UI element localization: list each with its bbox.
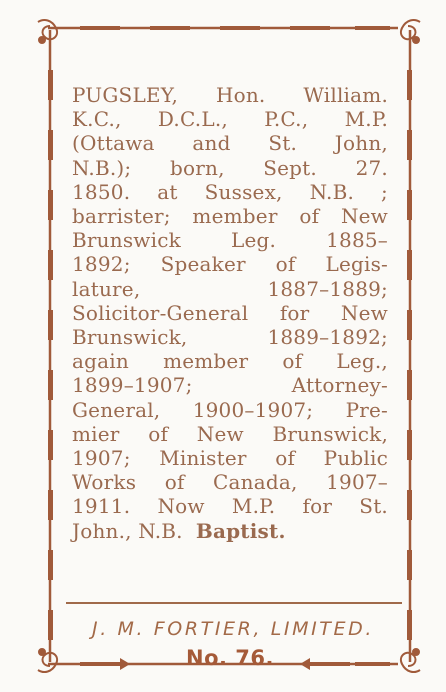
bio-line: 1850. at Sussex, N.B. ; (72, 179, 388, 204)
bio-line: N.B.); born, Sept. 27. (72, 155, 388, 180)
bio-line: 1911. Now M.P. for St. (72, 494, 388, 519)
card-number: No. 76. (186, 646, 274, 670)
bio-line: Brunswick, 1889–1892; (72, 325, 388, 350)
bio-line: Brunswick Leg. 1885– (72, 228, 388, 253)
bio-line: K.C., D.C.L., P.C., M.P. (72, 107, 388, 132)
bio-line: lature, 1887–1889; (72, 276, 388, 301)
bio-line: PUGSLEY, Hon. William. (72, 83, 388, 107)
bio-line: mier of New Brunswick, (72, 421, 388, 446)
bio-line-text: John., N.B. (72, 518, 183, 543)
bio-line: 1899–1907; Attorney- (72, 373, 388, 398)
bio-line: (Ottawa and St. John, (72, 131, 388, 156)
bio-line: Solicitor-General for New (72, 300, 388, 325)
bio-line: again member of Leg., (72, 349, 388, 374)
biography-text (72, 83, 388, 543)
publisher-name: J. M. FORTIER, LIMITED. (91, 618, 374, 640)
bio-line: 1907; Minister of Public (72, 446, 388, 471)
bio-line: 1892; Speaker of Legis- (72, 252, 388, 277)
divider-rule (66, 602, 402, 604)
bio-line: General, 1900–1907; Pre- (72, 397, 388, 422)
bio-last-line (72, 519, 388, 543)
bio-line: Works of Canada, 1907– (72, 470, 388, 495)
religion-text: Baptist. (195, 518, 286, 543)
bio-line: barrister; member of New (72, 204, 388, 229)
